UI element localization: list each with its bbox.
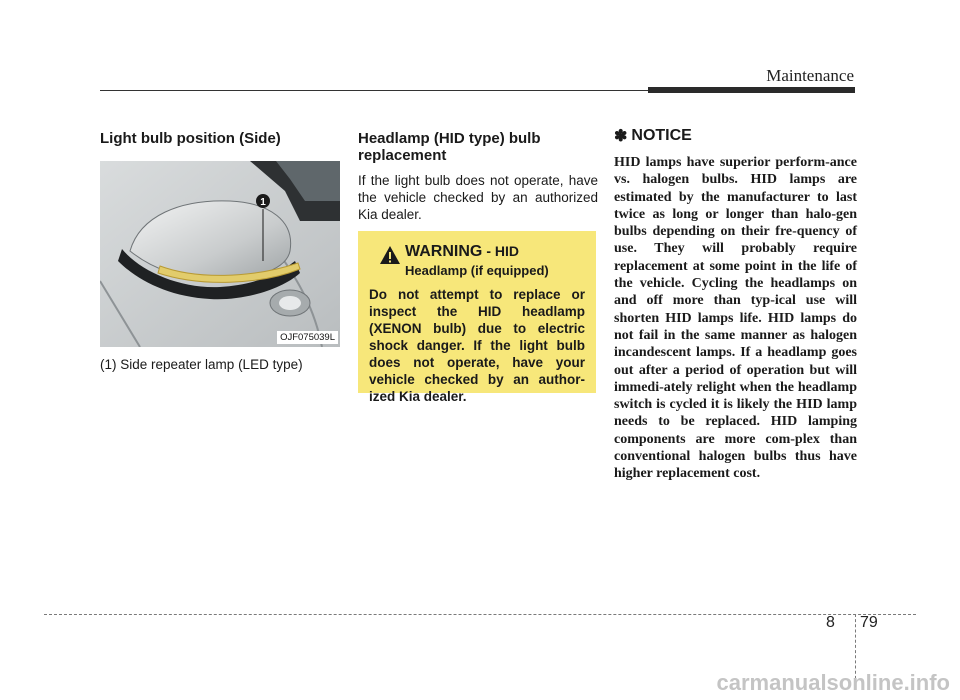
notice-body: HID lamps have superior perform-ance vs. halogen bulbs. HID lamps are estimated by the manufacturer to last twice as long or longer than halo-gen bulbs depending on their fre-quency of use. They will probably require replacement at some point in the life of the vehicle. Cycling the headlamps on and off more than typ-ical use will shorten HID lamps life. HID lamps do not fail in the same manner as halogen incandescent lamps. If a headlamp goes out after a period of operation but will immedi-ately relight when the headlamp switch is cycled it is likely the HID lamp needs to be replaced. HID lamping components are more com-plex than conventional halogen bulbs thus have higher replacement cost. xyxy=(614,155,857,482)
notice-heading xyxy=(614,126,857,146)
section-heading-hid-headlamp: Headlamp (HID type) bulb replacement xyxy=(358,130,541,164)
column-hid-headlamp xyxy=(358,126,598,223)
footer-rule xyxy=(44,614,916,615)
column-light-bulb-position xyxy=(100,126,340,372)
figure-caption: (1) Side repeater lamp (LED type) xyxy=(100,357,303,372)
warning-title-line xyxy=(405,243,549,261)
watermark: carmanualsonline.info xyxy=(716,670,950,695)
warning-triangle-icon xyxy=(379,245,401,265)
warning-topic: - HID xyxy=(486,243,519,259)
warning-titles xyxy=(405,243,549,278)
side-mirror-illustration xyxy=(100,161,340,347)
warning-body: Do not attempt to replace or inspect the HID headlamp (XENON bulb) due to electric shock danger. If the light bulb does not operate, have your vehicle checked by an author-ized Kia dealer. xyxy=(369,287,585,404)
side-mirror-figure xyxy=(100,161,340,347)
warning-label: WARNING xyxy=(405,243,483,260)
header-rule xyxy=(100,90,650,91)
notice-label: NOTICE xyxy=(631,127,692,144)
section-heading-light-bulb-position: Light bulb position (Side) xyxy=(100,130,281,147)
chapter-number: 8 xyxy=(826,614,835,631)
warning-header xyxy=(369,243,585,278)
figure-code: OJF075039L xyxy=(277,331,338,344)
header-rule-accent xyxy=(648,87,855,93)
warning-box xyxy=(358,231,596,404)
notice-star-icon: ✽ xyxy=(614,128,628,145)
figure-callout-number: 1 xyxy=(260,197,266,208)
hid-headlamp-paragraph: If the light bulb does not operate, have the vehicle checked by an authorized Kia dealer. xyxy=(358,173,598,222)
column-notice xyxy=(614,126,857,483)
warning-subtitle: Headlamp (if equipped) xyxy=(405,263,549,278)
page-number: 79 xyxy=(860,614,878,631)
page-header-title: Maintenance xyxy=(766,66,854,85)
